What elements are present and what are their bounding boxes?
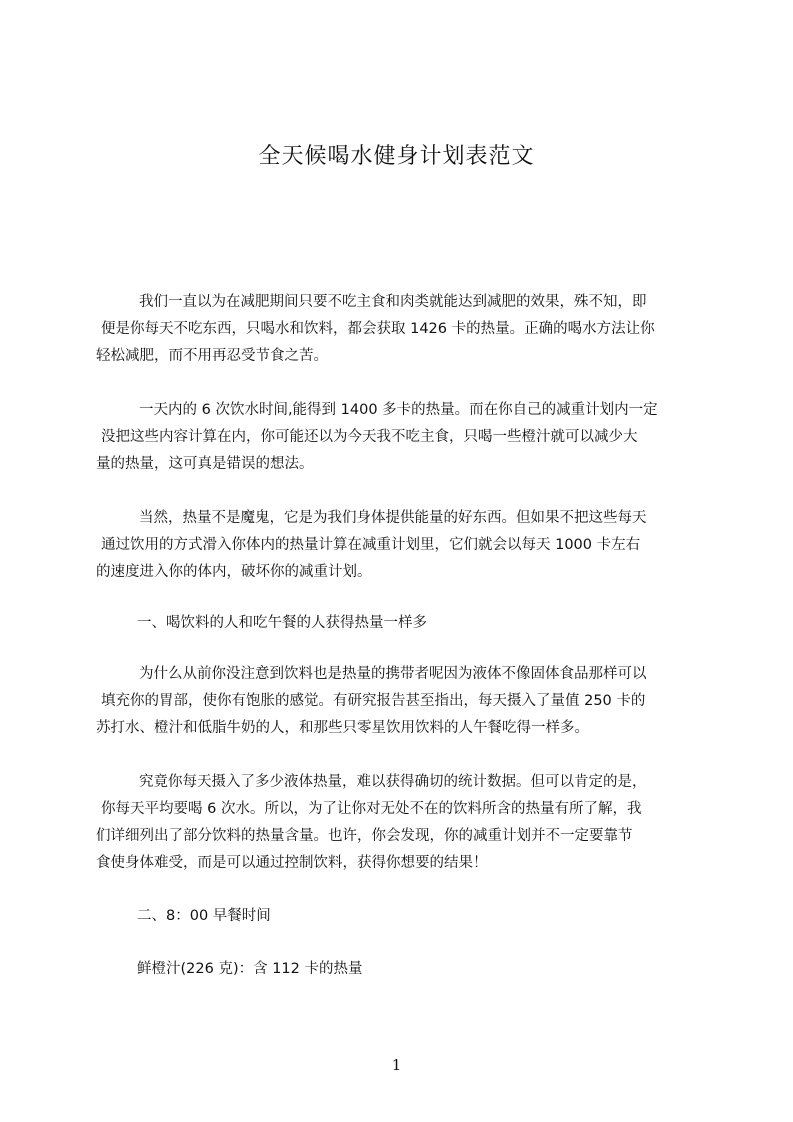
paragraph-5-line-3: 们详细列出了部分饮料的热量含量。也许，你会发现，你的减重计划并不一定要靠节 <box>96 828 633 844</box>
paragraph-2-line-1: 一天内的 6 次饮水时间,能得到 1400 多卡的热量。而在你自己的减重计划内一定 <box>139 402 658 418</box>
paragraph-1-line-1: 我们一直以为在减肥期间只要不吃主食和肉类就能达到减肥的效果，殊不知，即 <box>139 294 647 310</box>
paragraph-3-line-3: 的速度进入你的体内，破坏你的减重计划。 <box>96 564 372 580</box>
paragraph-2-line-2: 没把这些内容计算在内，你可能还以为今天我不吃主食，只喝一些橙汁就可以减少大 <box>101 429 638 445</box>
document-title: 全天候喝水健身计划表范文 <box>258 144 535 169</box>
paragraph-3-line-1: 当然，热量不是魔鬼，它是为我们身体提供能量的好东西。但如果不把这些每天 <box>139 510 647 526</box>
section-heading-2: 二、8：00 早餐时间 <box>137 908 271 924</box>
section-heading-1: 一、喝饮料的人和吃午餐的人获得热量一样多 <box>137 615 427 631</box>
paragraph-3-line-2: 通过饮用的方式滑入你体内的热量计算在减重计划里，它们就会以每天 1000 卡左右 <box>101 537 641 553</box>
page-number: 1 <box>391 1056 402 1074</box>
paragraph-4-line-2: 填充你的胃部，使你有饱胀的感觉。有研究报告甚至指出，每天摄入了量值 250 卡的 <box>101 693 646 709</box>
paragraph-4-line-3: 苏打水、橙汁和低脂牛奶的人，和那些只零星饮用饮料的人午餐吃得一样多。 <box>96 720 589 736</box>
paragraph-5-line-4: 食使身体难受，而是可以通过控制饮料，获得你想要的结果！ <box>96 855 488 871</box>
paragraph-5-line-1: 究竟你每天摄入了多少液体热量，难以获得确切的统计数据。但可以肯定的是， <box>139 774 647 790</box>
paragraph-4-line-1: 为什么从前你没注意到饮料也是热量的携带者呢因为液体不像固体食品那样可以 <box>139 666 647 682</box>
paragraph-2-line-3: 量的热量，这可真是错误的想法。 <box>96 456 314 472</box>
paragraph-5-line-2: 你每天平均要喝 6 次水。所以，为了让你对无处不在的饮料所含的热量有所了解，我 <box>101 801 642 817</box>
beverage-item-orange-juice: 鲜橙汁(226 克)：含 112 卡的热量 <box>137 961 363 977</box>
paragraph-1-line-3: 轻松减肥，而不用再忍受节食之苦。 <box>96 348 328 364</box>
paragraph-1-line-2: 便是你每天不吃东西，只喝水和饮料，都会获取 1426 卡的热量。正确的喝水方法让你 <box>101 321 655 337</box>
